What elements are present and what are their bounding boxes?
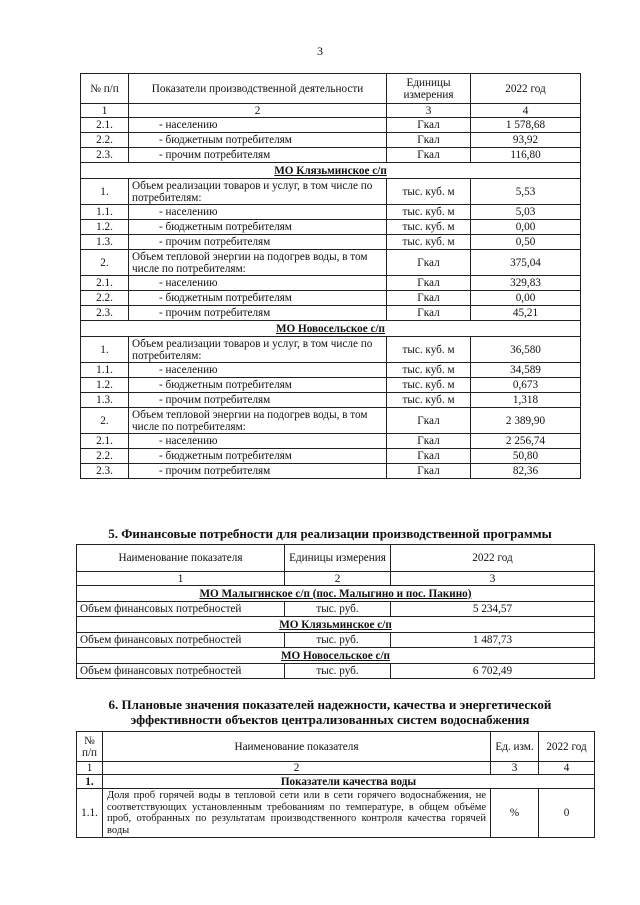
section-row — [77, 617, 595, 633]
row-num: 1.1. — [81, 363, 129, 378]
colnum: 1 — [77, 762, 103, 775]
row-name: - бюджетным потребителям — [129, 220, 387, 235]
table-row — [81, 276, 581, 291]
row-unit: Гкал — [387, 118, 471, 133]
row-num: 1. — [81, 337, 129, 363]
row-name: Объем реализации товаров и услуг, в том числе по потребителям: — [129, 337, 387, 363]
row-value: 82,36 — [471, 464, 581, 479]
row-value: 5 234,57 — [391, 602, 595, 617]
row-name: - прочим потребителям — [129, 393, 387, 408]
colnum: 1 — [81, 104, 129, 118]
table-row — [81, 220, 581, 235]
table-row — [81, 133, 581, 148]
row-name: - населению — [129, 363, 387, 378]
table-row — [81, 235, 581, 250]
section-title: МО Малыгинское с/п (пос. Малыгино и пос. Пакино) — [77, 586, 595, 602]
row-unit: Гкал — [387, 291, 471, 306]
row-unit: Гкал — [387, 464, 471, 479]
table-row — [81, 118, 581, 133]
row-num: 1. — [81, 179, 129, 205]
row-value: 0,673 — [471, 378, 581, 393]
header-year: 2022 год — [391, 545, 595, 572]
table-row — [77, 602, 595, 617]
row-num: 2.3. — [81, 464, 129, 479]
table-row — [77, 633, 595, 648]
header-year: 2022 год — [471, 74, 581, 104]
row-num: 1.3. — [81, 235, 129, 250]
row-num: 2.1. — [81, 276, 129, 291]
table-row — [81, 337, 581, 363]
row-name: - населению — [129, 434, 387, 449]
table-row — [81, 205, 581, 220]
group-num: 1. — [77, 775, 103, 789]
row-unit: Гкал — [387, 449, 471, 464]
table-row — [81, 393, 581, 408]
section-row — [77, 586, 595, 602]
row-value: 0,00 — [471, 291, 581, 306]
row-num: 1.2. — [81, 220, 129, 235]
table-row — [81, 449, 581, 464]
row-name: - бюджетным потребителям — [129, 291, 387, 306]
row-value: 6 702,49 — [391, 664, 595, 679]
table-row — [81, 306, 581, 321]
row-name: Объем реализации товаров и услуг, в том числе по потребителям: — [129, 179, 387, 205]
row-value: 93,92 — [471, 133, 581, 148]
row-num: 1.1. — [81, 205, 129, 220]
row-num: 2.1. — [81, 118, 129, 133]
colnum: 2 — [103, 762, 491, 775]
header-unit: Единицы измерения — [285, 545, 391, 572]
table-row — [81, 464, 581, 479]
row-value: 36,580 — [471, 337, 581, 363]
table-row — [81, 250, 581, 276]
group-title: Показатели качества воды — [103, 775, 595, 789]
header-num: № п/п — [77, 732, 103, 762]
row-num: 2. — [81, 408, 129, 434]
section-title: МО Клязьминское с/п — [81, 163, 581, 179]
colnum: 4 — [471, 104, 581, 118]
row-unit: Гкал — [387, 306, 471, 321]
row-name: Доля проб горячей воды в тепловой сети или в сети горячего водоснабжения, не соответствующих установленным требованиям по температуре, в общем объёме проб, отобранных по результатам производственного контроля качества горячей воды — [103, 789, 491, 838]
row-name: - населению — [129, 118, 387, 133]
table-row — [81, 434, 581, 449]
row-name: - прочим потребителям — [129, 464, 387, 479]
row-unit: Гкал — [387, 276, 471, 291]
row-name: - прочим потребителям — [129, 235, 387, 250]
header-unit: Ед. изм. — [491, 732, 539, 762]
row-num: 2.3. — [81, 306, 129, 321]
row-value: 45,21 — [471, 306, 581, 321]
table-row — [81, 148, 581, 163]
row-value: 1 487,73 — [391, 633, 595, 648]
colnum: 2 — [129, 104, 387, 118]
row-name: Объем финансовых потребностей — [77, 602, 285, 617]
row-unit: тыс. руб. — [285, 664, 391, 679]
row-unit: Гкал — [387, 133, 471, 148]
row-num: 2.2. — [81, 449, 129, 464]
row-value: 0,00 — [471, 220, 581, 235]
row-value: 0,50 — [471, 235, 581, 250]
row-name: - бюджетным потребителям — [129, 133, 387, 148]
row-unit: тыс. куб. м — [387, 220, 471, 235]
row-num: 2.3. — [81, 148, 129, 163]
colnum: 4 — [539, 762, 595, 775]
row-value: 2 256,74 — [471, 434, 581, 449]
colnum: 3 — [391, 572, 595, 586]
row-unit: % — [491, 789, 539, 838]
section-title: МО Новосельское с/п — [77, 648, 595, 664]
row-value: 329,83 — [471, 276, 581, 291]
row-unit: Гкал — [387, 408, 471, 434]
row-value: 5,03 — [471, 205, 581, 220]
row-value: 34,589 — [471, 363, 581, 378]
table-row — [81, 179, 581, 205]
table-row — [77, 664, 595, 679]
row-unit: тыс. куб. м — [387, 205, 471, 220]
table-row — [81, 378, 581, 393]
row-value: 5,53 — [471, 179, 581, 205]
section-6-title-line2: эффективности объектов централизованных систем водоснабжения — [130, 712, 530, 727]
row-unit: тыс. куб. м — [387, 337, 471, 363]
page-number: 3 — [317, 44, 323, 58]
row-value: 0 — [539, 789, 595, 838]
row-value: 1 578,68 — [471, 118, 581, 133]
row-num: 2.2. — [81, 291, 129, 306]
row-unit: Гкал — [387, 148, 471, 163]
row-name: - населению — [129, 205, 387, 220]
production-indicators-table — [80, 73, 581, 479]
row-unit: тыс. руб. — [285, 633, 391, 648]
header-year: 2022 год — [539, 732, 595, 762]
row-num: 1.2. — [81, 378, 129, 393]
row-unit: тыс. куб. м — [387, 393, 471, 408]
row-name: - населению — [129, 276, 387, 291]
row-unit: Гкал — [387, 434, 471, 449]
row-num: 2.1. — [81, 434, 129, 449]
section-5-title: 5. Финансовые потребности для реализации производственной программы — [108, 526, 552, 541]
row-name: - прочим потребителям — [129, 148, 387, 163]
row-name: Объем финансовых потребностей — [77, 664, 285, 679]
header-num: № п/п — [81, 74, 129, 104]
row-name: - бюджетным потребителям — [129, 378, 387, 393]
section-row — [81, 321, 581, 337]
table-row — [81, 408, 581, 434]
financial-needs-table — [76, 544, 595, 679]
row-value: 50,80 — [471, 449, 581, 464]
section-6-title-line1: 6. Плановые значения показателей надежности, качества и энергетической — [108, 697, 552, 712]
header-name: Наименование показателя — [103, 732, 491, 762]
row-value: 1,318 — [471, 393, 581, 408]
row-value: 116,80 — [471, 148, 581, 163]
header-indicator: Показатели производственной деятельности — [129, 74, 387, 104]
row-num: 1.1. — [77, 789, 103, 838]
row-unit: тыс. руб. — [285, 602, 391, 617]
colnum: 2 — [285, 572, 391, 586]
row-num: 2. — [81, 250, 129, 276]
row-num: 1.3. — [81, 393, 129, 408]
table-row — [81, 291, 581, 306]
section-row — [81, 163, 581, 179]
row-name: Объем тепловой энергии на подогрев воды, в том числе по потребителям: — [129, 408, 387, 434]
header-name: Наименование показателя — [77, 545, 285, 572]
table-row — [81, 363, 581, 378]
row-unit: Гкал — [387, 250, 471, 276]
row-unit: тыс. куб. м — [387, 179, 471, 205]
row-num: 2.2. — [81, 133, 129, 148]
header-unit: Единицы измерения — [387, 74, 471, 104]
row-unit: тыс. куб. м — [387, 363, 471, 378]
row-unit: тыс. куб. м — [387, 378, 471, 393]
colnum: 3 — [491, 762, 539, 775]
section-row — [77, 648, 595, 664]
section-title: МО Новосельское с/п — [81, 321, 581, 337]
reliability-indicators-table — [76, 731, 595, 838]
colnum: 1 — [77, 572, 285, 586]
section-title: МО Клязьминское с/п — [77, 617, 595, 633]
row-name: Объем тепловой энергии на подогрев воды, в том числе по потребителям: — [129, 250, 387, 276]
row-value: 375,04 — [471, 250, 581, 276]
colnum: 3 — [387, 104, 471, 118]
row-name: - бюджетным потребителям — [129, 449, 387, 464]
row-name: - прочим потребителям — [129, 306, 387, 321]
row-value: 2 389,90 — [471, 408, 581, 434]
row-name: Объем финансовых потребностей — [77, 633, 285, 648]
row-unit: тыс. куб. м — [387, 235, 471, 250]
